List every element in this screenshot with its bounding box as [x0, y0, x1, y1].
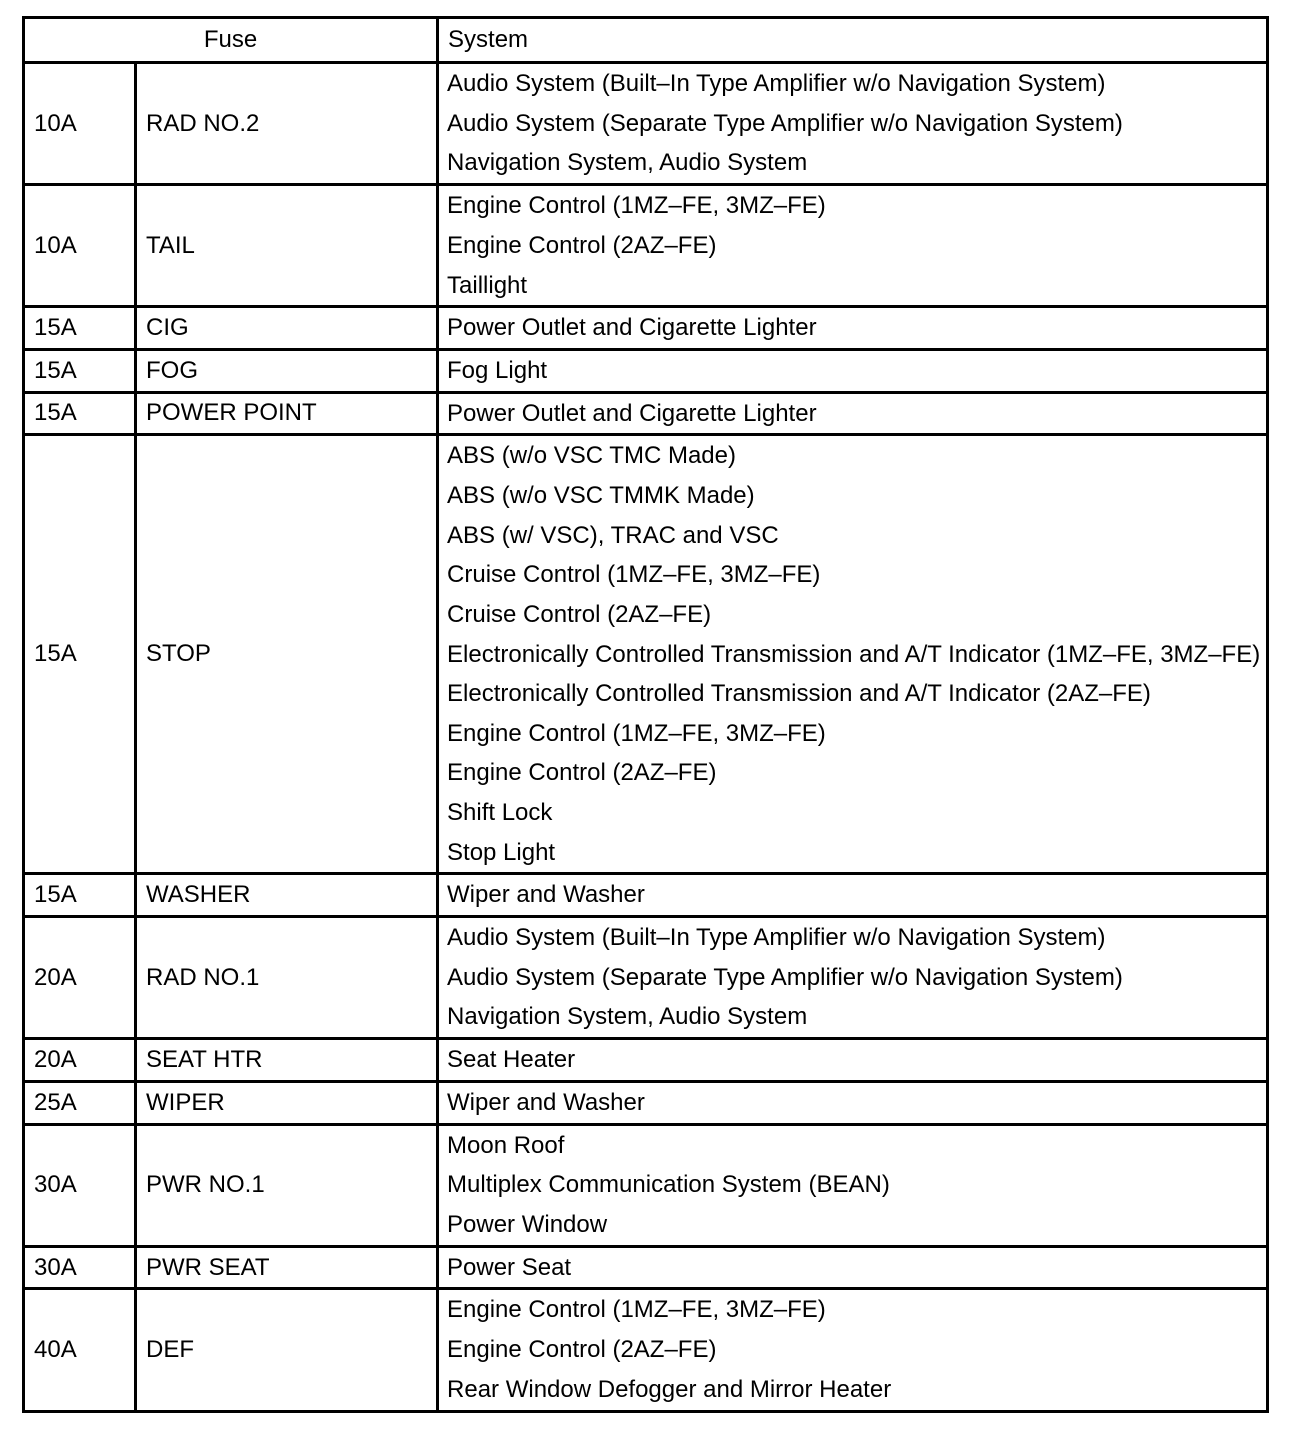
system-item: Multiplex Communication System (BEAN)	[447, 1171, 890, 1199]
system-item: Cruise Control (2AZ–FE)	[447, 601, 712, 629]
fuse-name: RAD NO.1	[136, 917, 438, 1039]
system-item: Taillight	[447, 271, 528, 299]
table-row	[24, 392, 1268, 435]
fuse-name: STOP	[136, 435, 438, 874]
table-row	[24, 435, 1268, 874]
system-list	[438, 874, 1268, 917]
system-list	[438, 1124, 1268, 1246]
system-list	[438, 349, 1268, 392]
fuse-name: PWR NO.1	[136, 1124, 438, 1246]
table-row	[24, 874, 1268, 917]
system-item: ABS (w/ VSC), TRAC and VSC	[447, 521, 779, 549]
system-item: Rear Window Defogger and Mirror Heater	[447, 1375, 892, 1403]
fuse-table	[22, 16, 1269, 1413]
fuse-name: DEF	[136, 1289, 438, 1411]
system-item: Power Seat	[447, 1253, 572, 1281]
system-item: Engine Control (2AZ–FE)	[447, 231, 717, 259]
table-row	[24, 1039, 1268, 1082]
system-column-header: System	[438, 18, 1268, 63]
fuse-amperage: 40A	[24, 1289, 136, 1411]
system-list	[438, 435, 1268, 874]
table-row	[24, 307, 1268, 350]
system-item: Navigation System, Audio System	[447, 1003, 808, 1031]
table-row	[24, 1081, 1268, 1124]
fuse-amperage: 20A	[24, 1039, 136, 1082]
fuse-amperage: 15A	[24, 349, 136, 392]
system-list	[438, 1246, 1268, 1289]
fuse-name: WASHER	[136, 874, 438, 917]
fuse-name: SEAT HTR	[136, 1039, 438, 1082]
system-item: Power Outlet and Cigarette Lighter	[447, 314, 817, 342]
fuse-name: PWR SEAT	[136, 1246, 438, 1289]
system-item: Moon Roof	[447, 1131, 565, 1159]
fuse-name: TAIL	[136, 185, 438, 307]
system-item: Wiper and Washer	[447, 881, 645, 909]
system-list	[438, 63, 1268, 185]
table-row	[24, 1289, 1268, 1411]
system-item: Electronically Controlled Transmission and A/T Indicator (1MZ–FE, 3MZ–FE)	[447, 640, 1261, 668]
system-item: ABS (w/o VSC TMMK Made)	[447, 482, 755, 510]
fuse-name: RAD NO.2	[136, 63, 438, 185]
system-item: Cruise Control (1MZ–FE, 3MZ–FE)	[447, 561, 821, 589]
fuse-amperage: 30A	[24, 1246, 136, 1289]
system-list	[438, 1289, 1268, 1411]
system-item: Wiper and Washer	[447, 1088, 645, 1116]
system-item: ABS (w/o VSC TMC Made)	[447, 442, 736, 470]
system-item: Engine Control (2AZ–FE)	[447, 759, 717, 787]
system-item: Power Window	[447, 1210, 608, 1238]
system-item: Audio System (Separate Type Amplifier w/o Navigation System)	[447, 109, 1123, 137]
fuse-amperage: 25A	[24, 1081, 136, 1124]
system-list	[438, 1081, 1268, 1124]
system-list	[438, 1039, 1268, 1082]
fuse-amperage: 15A	[24, 307, 136, 350]
fuse-column-header: Fuse	[24, 18, 438, 63]
fuse-name: CIG	[136, 307, 438, 350]
table-row	[24, 917, 1268, 1039]
system-list	[438, 185, 1268, 307]
system-item: Audio System (Built–In Type Amplifier w/o Navigation System)	[447, 70, 1106, 97]
fuse-amperage: 20A	[24, 917, 136, 1039]
system-item: Shift Lock	[447, 798, 553, 826]
fuse-name: WIPER	[136, 1081, 438, 1124]
fuse-amperage: 15A	[24, 435, 136, 874]
fuse-amperage: 10A	[24, 185, 136, 307]
table-row	[24, 1246, 1268, 1289]
system-item: Seat Heater	[447, 1046, 576, 1074]
system-item: Navigation System, Audio System	[447, 149, 808, 177]
system-list	[438, 917, 1268, 1039]
system-item: Electronically Controlled Transmission and A/T Indicator (2AZ–FE)	[447, 679, 1151, 707]
system-item: Power Outlet and Cigarette Lighter	[447, 399, 817, 427]
header-row	[24, 18, 1268, 63]
table-row	[24, 349, 1268, 392]
system-item: Engine Control (1MZ–FE, 3MZ–FE)	[447, 1296, 826, 1324]
fuse-amperage: 15A	[24, 392, 136, 435]
table-row	[24, 1124, 1268, 1246]
fuse-table-body	[24, 63, 1268, 1412]
system-item: Engine Control (1MZ–FE, 3MZ–FE)	[447, 192, 826, 220]
system-list	[438, 307, 1268, 350]
fuse-name: FOG	[136, 349, 438, 392]
table-row	[24, 63, 1268, 185]
system-item: Engine Control (1MZ–FE, 3MZ–FE)	[447, 719, 826, 747]
fuse-name: POWER POINT	[136, 392, 438, 435]
system-item: Engine Control (2AZ–FE)	[447, 1336, 717, 1364]
system-item: Audio System (Built–In Type Amplifier w/o Navigation System)	[447, 924, 1106, 952]
table-row	[24, 185, 1268, 307]
fuse-amperage: 30A	[24, 1124, 136, 1246]
system-item: Audio System (Separate Type Amplifier w/o Navigation System)	[447, 963, 1123, 991]
system-list	[438, 392, 1268, 435]
system-item: Fog Light	[447, 356, 548, 384]
fuse-amperage: 15A	[24, 874, 136, 917]
fuse-amperage: 10A	[24, 63, 136, 185]
system-item: Stop Light	[447, 838, 556, 866]
